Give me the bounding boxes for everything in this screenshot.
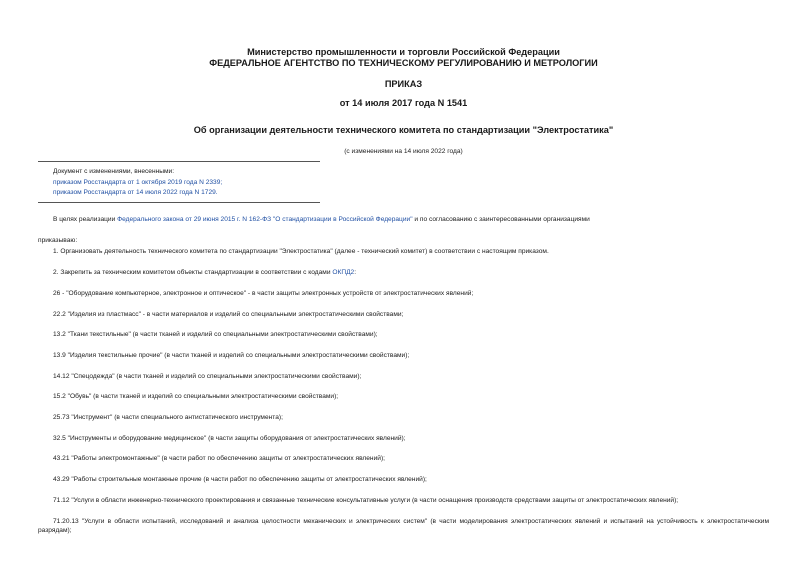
list-item [38,434,769,443]
document-type: ПРИКАЗ [384,79,423,89]
item-1-text: 1. Организовать деятельность технического комитета по стандартизации "Электростатика" (далее - технический комитет) в соответствии с настоящим приказом. [53,248,549,255]
divider-bottom [38,202,320,203]
list-item [38,330,769,339]
code-13-9: 13.9 "Изделия текстильные прочие" (в части тканей и изделий со специальными электростатическими свойствами); [53,352,410,359]
ministry-name: Министерство промышленности и торговли Российской Федерации [247,47,560,57]
list-item [38,310,769,319]
code-71-20-13: 71.20.13 "Услуги в области испытаний, исследований и анализа целостности механических и электрических систем" (в части моделирования электростатических явлений и испытаний на устойчивость к электростатическим разрядам); [38,518,769,534]
item-2 [38,268,769,277]
federal-law-link[interactable]: Федерального закона от 29 июня 2015 г. N 162-ФЗ "О стандартизации в Российской Федерации" [117,216,413,223]
list-item [38,413,769,422]
amendments-intro: Документ с изменениями, внесенными: [53,168,175,175]
code-32-5: 32.5 "Инструменты и оборудование медицинское" (в части защиты оборудования от электростатических явлений); [53,435,406,442]
code-43-21: 43.21 "Работы электромонтажные" (в части работ по обеспечению защиты от электростатических явлений); [53,455,385,462]
list-item [38,496,769,505]
list-item [38,372,769,381]
item-1 [38,247,769,256]
agency-name: ФЕДЕРАЛЬНОЕ АГЕНТСТВО ПО ТЕХНИЧЕСКОМУ РЕГУЛИРОВАНИЮ И МЕТРОЛОГИИ [209,58,598,68]
code-25-73: 25.73 "Инструмент" (в части специального антистатического инструмента); [53,414,283,421]
list-item [38,517,769,535]
code-14-12: 14.12 "Спецодежда" (в части тканей и изделий со специальными электростатическими свойствами); [53,373,362,380]
list-item [38,289,769,298]
amendment-link-2022[interactable]: приказом Росстандарта от 14 июля 2022 года N 1729. [53,189,218,196]
page-title: Об организации деятельности технического комитета по стандартизации "Электростатика" [193,125,614,135]
code-26: 26 - "Оборудование компьютерное, электронное и оптическое" - в части защиты электронных устройств от электростатических явлений; [53,290,474,297]
code-43-29: 43.29 "Работы строительные монтажные прочие (в части работ по обеспечению защиты от электростатических явлений); [53,476,427,483]
code-13-2: 13.2 "Ткани текстильные" (в части тканей и изделий со специальными электростатическими свойствами); [53,331,378,338]
preamble-text: В целях реализации [53,216,118,223]
preamble-tail: и по согласованию с заинтересованными организациями [412,216,590,223]
amendments-box [53,167,222,199]
list-item [38,351,769,360]
amendment-link-2019[interactable]: приказом Росстандарта от 1 октября 2019 года N 2339; [53,178,223,186]
item-2-tail: : [354,269,357,276]
list-item [38,475,769,484]
divider-top [38,161,320,162]
item-2-text: 2. Закрепить за техническим комитетом объекты стандартизации в соответствии с кодами [53,269,333,276]
okpd2-link[interactable]: ОКПД2 [332,269,355,276]
order-word: приказываю: [38,237,78,244]
code-15-2: 15.2 "Обувь" (в части тканей и изделий со специальными электростатическими свойствами); [53,393,339,400]
code-71-12: 71.12 "Услуги в области инженерно-технического проектирования и связанные технические консультативные услуги (в части оснащения производств средствами защиты от электростатических явлений); [53,497,679,504]
list-item [38,454,769,463]
preamble [38,215,769,224]
list-item [38,392,769,401]
revision-note: (с изменениями на 14 июля 2022 года) [344,148,463,155]
code-22-2: 22.2 "Изделия из пластмасс" - в части материалов и изделий со специальными электростатическими свойствами; [53,311,404,318]
date-number: от 14 июля 2017 года N 1541 [339,98,468,108]
